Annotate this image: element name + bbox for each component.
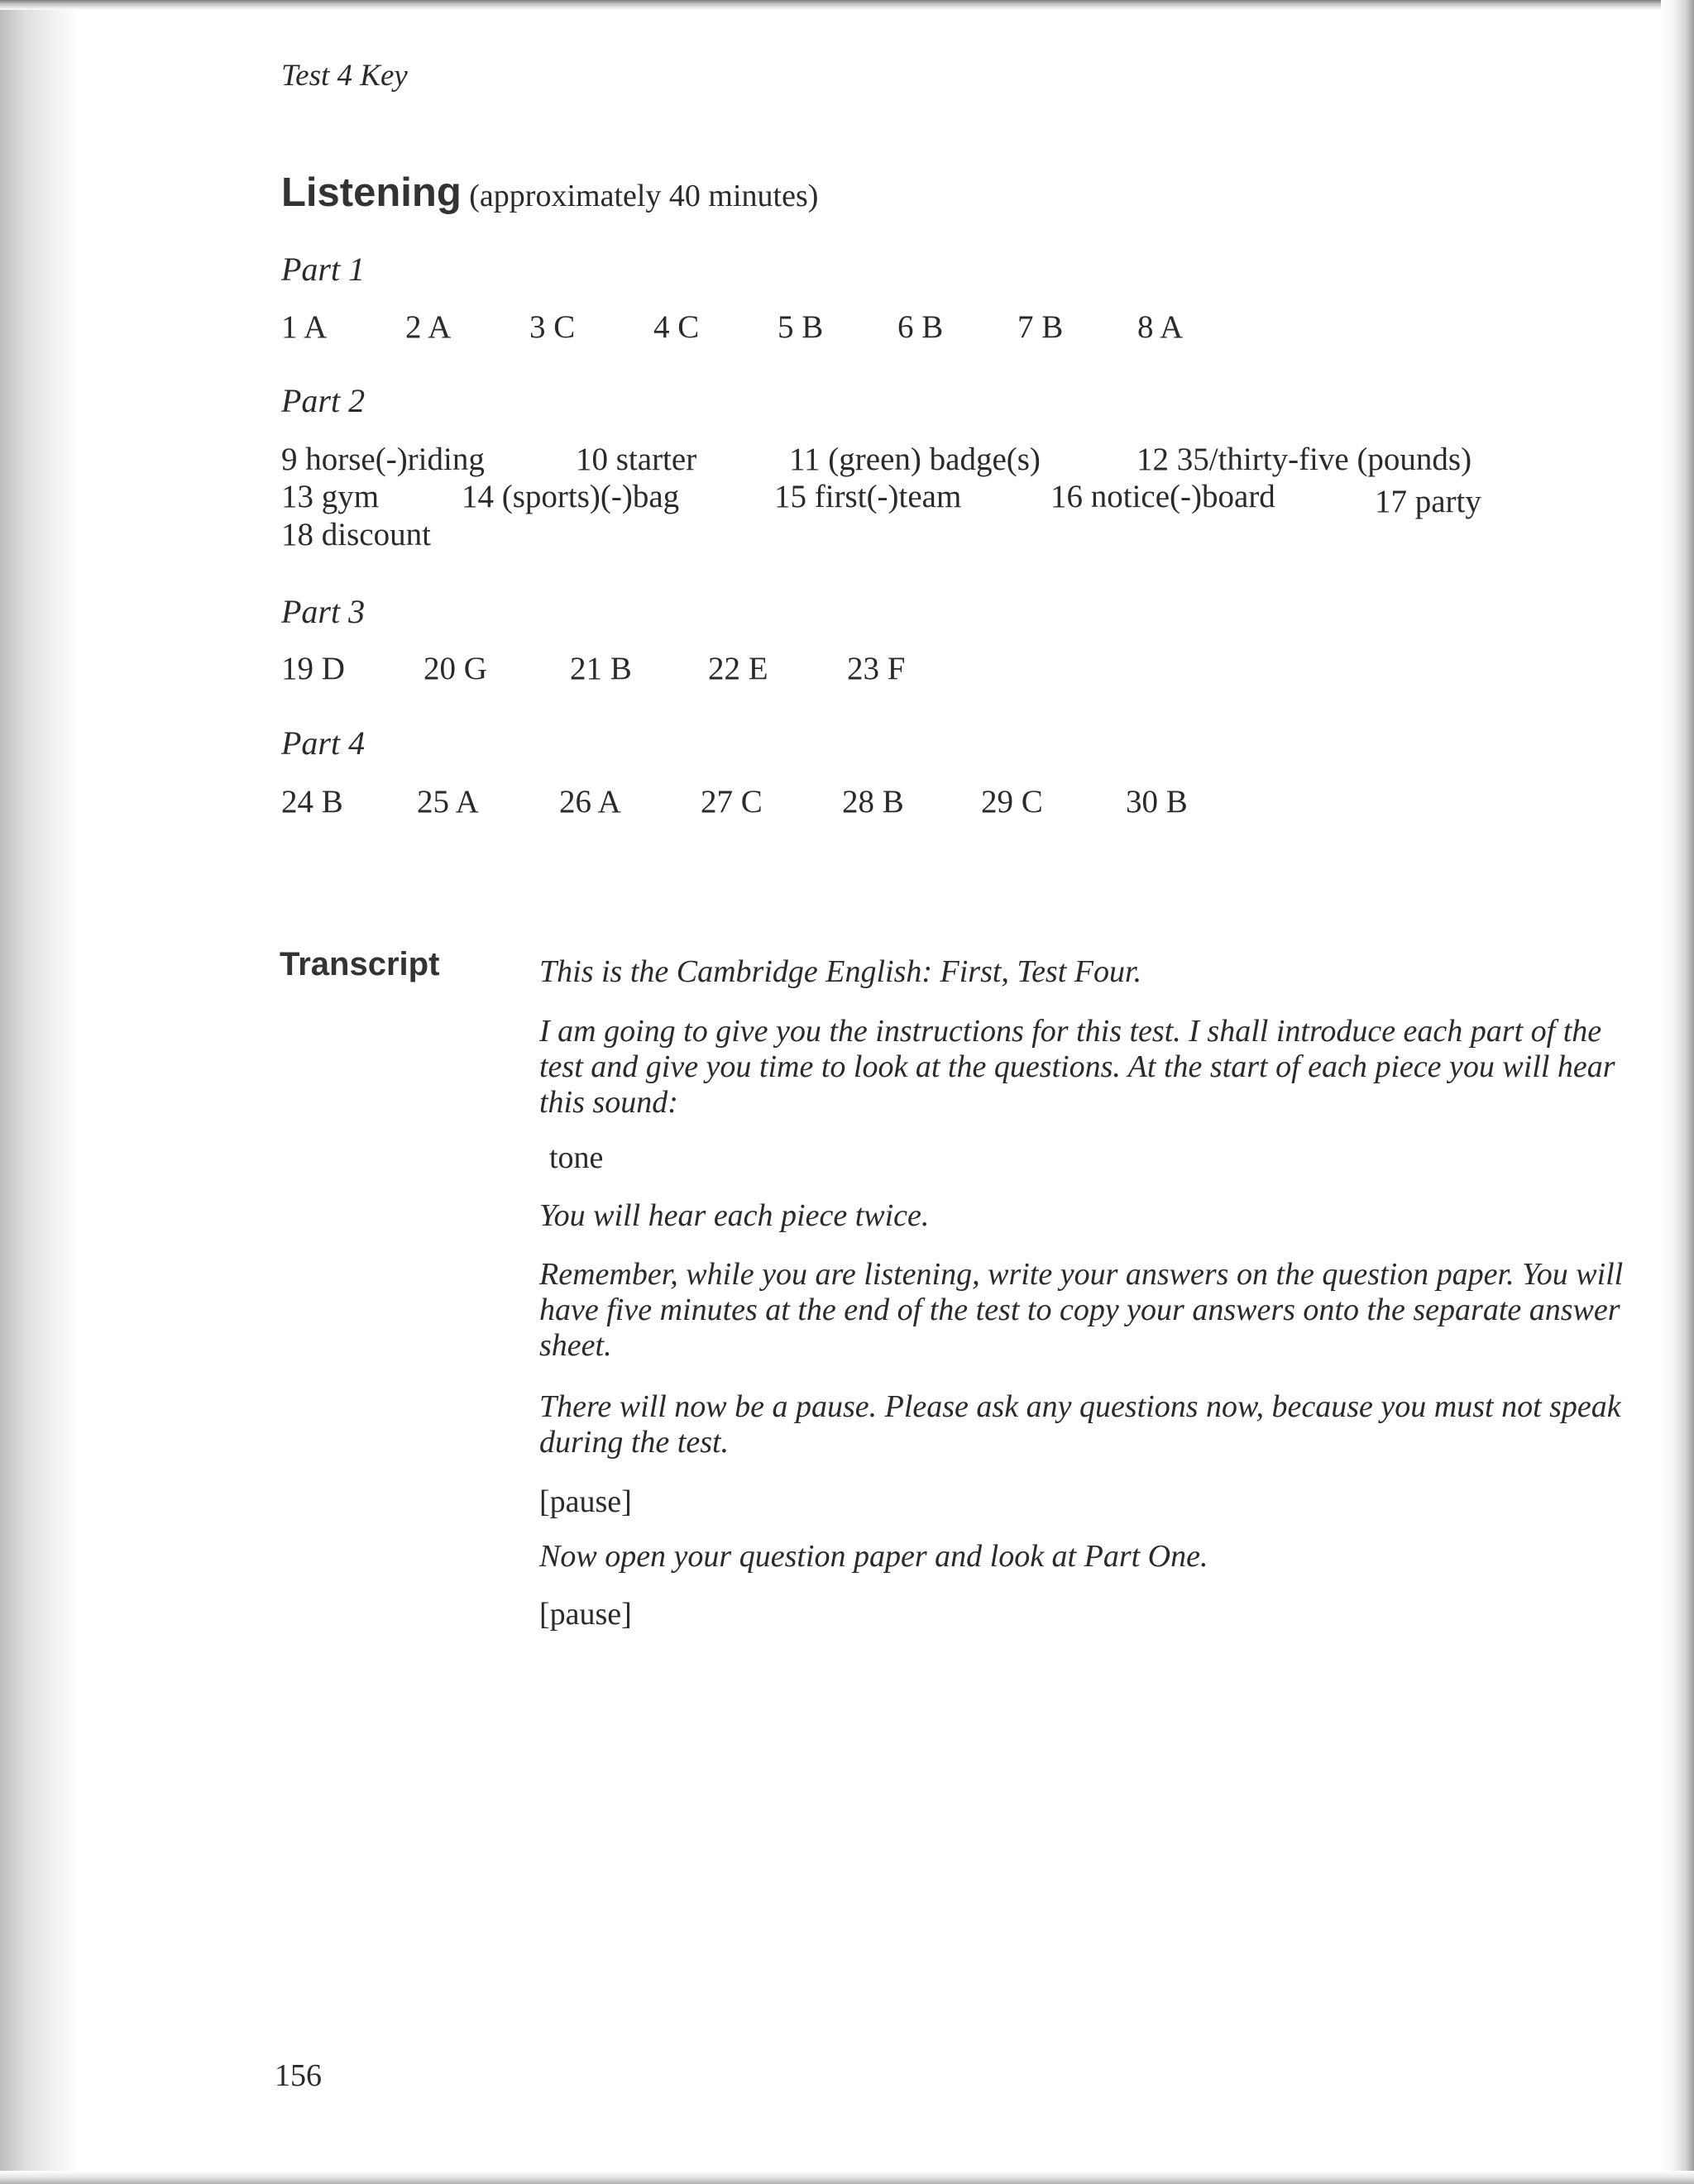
scan-shadow-right: [1661, 0, 1694, 2184]
answer-item: 24 B: [281, 784, 343, 820]
answer-item: 19 D: [281, 651, 345, 686]
scan-shadow-left: [0, 0, 79, 2184]
part1-title: Part 1: [281, 251, 366, 288]
answer-item: 10 starter: [576, 442, 697, 477]
answer-item: 13 gym: [281, 479, 380, 514]
answer-item: 11 (green) badge(s): [789, 442, 1041, 477]
transcript-paragraph: I am going to give you the instructions for this test. I shall introduce each part of the test and give you time to look at the questions. At the start of each piece you will hear this sound:: [539, 1014, 1615, 1120]
answer-item: 12 35/thirty-five (pounds): [1137, 442, 1472, 477]
answer-item: 14 (sports)(-)bag: [462, 479, 680, 514]
listening-heading: [281, 170, 818, 216]
part4-title: Part 4: [281, 724, 366, 762]
answer-item: 18 discount: [281, 517, 431, 552]
part4-answers: [281, 783, 1188, 820]
transcript-paragraph: Remember, while you are listening, write your answers on the question paper. You will have five minutes at the end of the test to copy your answers onto the separate answer sheet.: [539, 1257, 1624, 1363]
part1-answers: [281, 308, 1183, 346]
answer-item: 5 B: [778, 309, 824, 345]
answer-item: 23 F: [847, 651, 906, 686]
answer-item: 3 C: [529, 309, 576, 345]
transcript-paragraph: You will hear each piece twice.: [539, 1198, 930, 1233]
answer-item: 21 B: [570, 651, 632, 686]
answer-item: 16 notice(-)board: [1050, 479, 1275, 514]
answer-item: 7 B: [1017, 309, 1064, 345]
listening-title: Listening: [281, 170, 462, 215]
answer-item: 30 B: [1126, 784, 1188, 820]
part2-title: Part 2: [281, 382, 366, 419]
transcript-paragraph: Now open your question paper and look at Part One.: [539, 1539, 1208, 1574]
scan-shadow-bottom: [0, 2171, 1694, 2184]
scan-shadow-top: [0, 0, 1694, 10]
answer-item: 22 E: [708, 651, 768, 686]
page-number: 156: [275, 2058, 322, 2093]
transcript-paragraph: [pause]: [539, 1597, 632, 1632]
listening-duration: (approximately 40 minutes): [469, 179, 819, 213]
transcript-paragraph: This is the Cambridge English: First, Test Four.: [539, 954, 1142, 989]
answer-item: 2 A: [405, 309, 452, 345]
answer-item: 26 A: [559, 784, 621, 820]
answer-item: 29 C: [981, 784, 1043, 820]
running-head: Test 4 Key: [281, 59, 408, 93]
answer-item: 1 A: [281, 309, 328, 345]
transcript-heading: Transcript: [280, 946, 440, 982]
answer-item: 9 horse(-)riding: [281, 442, 485, 477]
answer-item: 27 C: [701, 784, 763, 820]
transcript-paragraph: [pause]: [539, 1484, 632, 1519]
answer-item: 6 B: [897, 309, 944, 345]
answer-item: 4 C: [653, 309, 700, 345]
answer-item: 20 G: [424, 651, 487, 686]
transcript-paragraph: tone: [549, 1140, 604, 1175]
answer-item: 15 first(-)team: [774, 479, 962, 514]
transcript-paragraph: There will now be a pause. Please ask any questions now, because you must not speak during the test.: [539, 1389, 1621, 1460]
answer-item: 17 party: [1375, 484, 1481, 519]
answer-item: 8 A: [1137, 309, 1184, 345]
answer-item: 25 A: [417, 784, 479, 820]
part3-title: Part 3: [281, 593, 366, 630]
part3-answers: [281, 650, 905, 687]
answer-item: 28 B: [842, 784, 904, 820]
